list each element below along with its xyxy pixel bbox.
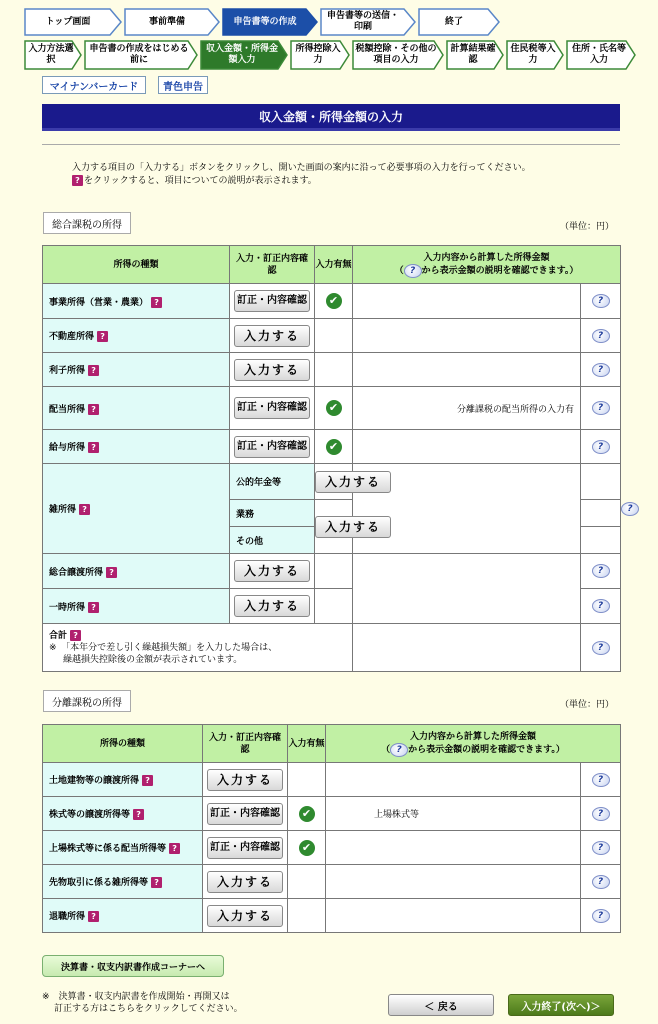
amount-cell bbox=[326, 831, 581, 865]
table-row bbox=[43, 554, 621, 589]
income-kind-label: 株式等の譲渡所得等 bbox=[49, 810, 131, 820]
next-button[interactable]: 入力終了(次へ)＞ bbox=[508, 994, 614, 1016]
row-label bbox=[43, 284, 230, 319]
help-question-icon[interactable]: ? bbox=[592, 841, 610, 855]
confirm-button[interactable]: 訂正・内容確認 bbox=[207, 803, 283, 825]
income-kind-label: 利子所得 bbox=[49, 366, 86, 376]
substep-6 bbox=[446, 40, 504, 70]
step-5 bbox=[418, 8, 500, 36]
misc-label: 雑所得 bbox=[49, 505, 77, 515]
row-label bbox=[43, 430, 230, 464]
col-header-action: 入力・訂正内容確認 bbox=[203, 725, 288, 763]
table-row bbox=[43, 763, 621, 797]
amount-header-line2: から表示金額の説明を確認できます。） bbox=[408, 744, 565, 755]
step-label: トップ画面 bbox=[45, 16, 91, 27]
income-kind-label: 先物取引に係る雑所得等 bbox=[49, 878, 149, 888]
status-cell bbox=[315, 589, 353, 624]
confirm-button[interactable]: 訂正・内容確認 bbox=[207, 837, 283, 859]
col-header-amount: 入力内容から計算した所得金額 （ ? から表示金額の説明を確認できます。） bbox=[326, 725, 621, 763]
confirm-button[interactable]: 訂正・内容確認 bbox=[234, 397, 310, 419]
table-row bbox=[43, 319, 621, 353]
col-header-action: 入力・訂正内容確認 bbox=[230, 246, 315, 284]
step-label: 事前準備 bbox=[148, 16, 185, 27]
sogo-income-table bbox=[42, 245, 633, 672]
amount-cell bbox=[353, 430, 581, 464]
page-title: 収入金額・所得金額の入力 bbox=[42, 104, 620, 131]
question-mark-icon[interactable]: ? bbox=[151, 297, 162, 308]
section-label-bunri: 分離課税の所得 bbox=[43, 690, 131, 712]
amount-header-line2: から表示金額の説明を確認できます。） bbox=[421, 265, 579, 276]
step-1 bbox=[24, 8, 122, 36]
help-question-icon[interactable]: ? bbox=[592, 329, 610, 343]
income-kind-label: 事業所得（営業・農業） bbox=[49, 297, 149, 308]
amount-header-line1: 入力内容から計算した所得金額 bbox=[423, 252, 550, 263]
status-cell bbox=[288, 865, 326, 899]
input-button[interactable]: 入力する bbox=[207, 769, 283, 791]
question-mark-icon[interactable]: ? bbox=[88, 602, 99, 613]
footer-note-line1: 決算書・収支内訳書を作成開始・再開又は bbox=[58, 992, 230, 1002]
section-label-sogo: 総合課税の所得 bbox=[43, 212, 131, 234]
total-label: 合計 bbox=[49, 630, 68, 641]
help-cell bbox=[581, 319, 621, 353]
row-label bbox=[43, 353, 230, 387]
help-cell bbox=[581, 797, 621, 831]
income-kind-label: 一時所得 bbox=[49, 602, 86, 613]
substep-7 bbox=[506, 40, 564, 70]
amount-cell bbox=[353, 387, 581, 430]
status-cell bbox=[315, 554, 353, 589]
income-kind-label: 総合譲渡所得 bbox=[49, 567, 104, 578]
help-question-icon[interactable]: ? bbox=[592, 909, 610, 923]
table-row bbox=[43, 430, 621, 464]
intro-text bbox=[72, 162, 531, 188]
table-row bbox=[43, 865, 621, 899]
row-label-misc bbox=[43, 464, 230, 554]
row-label bbox=[43, 865, 203, 899]
col-header-amount: 入力内容から計算した所得金額 （ ? から表示金額の説明を確認できます。） bbox=[353, 246, 621, 284]
help-cell bbox=[581, 624, 621, 672]
help-question-icon[interactable]: ? bbox=[592, 641, 610, 655]
help-question-icon: ? bbox=[390, 743, 408, 757]
amount-cell bbox=[353, 353, 581, 387]
help-question-icon[interactable]: ? bbox=[592, 294, 610, 308]
help-cell bbox=[581, 353, 621, 387]
help-question-icon[interactable]: ? bbox=[592, 807, 610, 821]
amount-cell bbox=[326, 763, 581, 797]
col-header-status: 入力有無 bbox=[288, 725, 326, 763]
table-row bbox=[43, 831, 621, 865]
input-button[interactable]: 入力する bbox=[207, 871, 283, 893]
substep-label: 住民税等入力 bbox=[510, 44, 556, 65]
income-kind-label: 配当所得 bbox=[49, 404, 86, 415]
step-4 bbox=[320, 8, 416, 36]
action-cell bbox=[230, 387, 315, 430]
action-cell bbox=[230, 589, 315, 624]
help-cell bbox=[581, 554, 621, 589]
step-label: 終了 bbox=[444, 16, 463, 27]
action-cell bbox=[230, 554, 315, 589]
col-header-kind: 所得の種類 bbox=[43, 246, 230, 284]
substep-label: 収入金額・所得金額入力 bbox=[205, 44, 278, 65]
substep-4 bbox=[290, 40, 350, 70]
help-question-icon: ? bbox=[404, 264, 422, 278]
amount-header-line1: 入力内容から計算した所得金額 bbox=[410, 731, 537, 742]
row-label bbox=[43, 387, 230, 430]
amount-cell bbox=[326, 865, 581, 899]
help-question-icon[interactable]: ? bbox=[592, 875, 610, 889]
row-label bbox=[43, 899, 203, 933]
amount-cell bbox=[353, 319, 581, 353]
table-row bbox=[43, 353, 621, 387]
help-question-icon[interactable]: ? bbox=[592, 440, 610, 454]
help-cell bbox=[581, 763, 621, 797]
check-circle-icon: ✔ bbox=[299, 806, 315, 822]
question-mark-icon[interactable]: ? bbox=[70, 630, 81, 641]
help-question-icon[interactable]: ? bbox=[592, 564, 610, 578]
substep-label: 計算結果確認 bbox=[450, 44, 496, 65]
action-cell bbox=[230, 319, 315, 353]
status-cell bbox=[315, 387, 353, 430]
income-kind-label: 上場株式等に係る配当所得等 bbox=[49, 844, 167, 854]
check-circle-icon: ✔ bbox=[326, 439, 342, 455]
amount-cell bbox=[353, 554, 581, 624]
input-button[interactable]: 入力する bbox=[207, 905, 283, 927]
status-cell bbox=[288, 763, 326, 797]
action-cell bbox=[315, 500, 382, 554]
help-cell bbox=[581, 589, 621, 624]
question-mark-icon[interactable]: ? bbox=[106, 567, 117, 578]
substep-5 bbox=[352, 40, 444, 70]
amount-cell bbox=[581, 500, 621, 527]
help-cell bbox=[581, 831, 621, 865]
col-header-kind: 所得の種類 bbox=[43, 725, 203, 763]
income-kind-label: 土地建物等の譲渡所得 bbox=[49, 776, 140, 786]
misc-sub-business: 業務 bbox=[230, 500, 315, 527]
income-kind-label: 退職所得 bbox=[49, 912, 86, 922]
action-cell bbox=[203, 831, 288, 865]
substep-2 bbox=[84, 40, 198, 70]
help-question-icon[interactable]: ? bbox=[621, 502, 639, 516]
substep-label: 申告書の作成をはじめる前に bbox=[89, 44, 189, 65]
question-mark-icon[interactable]: ? bbox=[142, 775, 153, 786]
row-label bbox=[43, 319, 230, 353]
action-cell bbox=[203, 797, 288, 831]
input-button-misc-pension[interactable]: 入力する bbox=[315, 471, 391, 493]
question-mark-icon: ? bbox=[72, 175, 83, 186]
table-row bbox=[43, 284, 621, 319]
col-header-status: 入力有無 bbox=[315, 246, 353, 284]
row-label bbox=[43, 763, 203, 797]
intro-line-2: をクリックすると、項目についての説明が表示されます。 bbox=[84, 176, 317, 186]
misc-sub-other: その他 bbox=[230, 527, 315, 554]
table-row bbox=[43, 464, 621, 500]
back-button[interactable]: ＜ 戻る bbox=[388, 994, 494, 1016]
substep-8 bbox=[566, 40, 636, 70]
amount-cell bbox=[581, 527, 621, 554]
help-cell bbox=[581, 387, 621, 430]
footer-note-line2: 訂正する方はこちらをクリックしてください。 bbox=[54, 1004, 243, 1014]
status-cell bbox=[315, 353, 353, 387]
blue-return-button[interactable]: 青色申告 bbox=[158, 76, 208, 94]
total-note-line2: 繰越損失控除後の金額が表示されています。 bbox=[63, 654, 243, 665]
check-circle-icon: ✔ bbox=[326, 400, 342, 416]
amount-cell bbox=[326, 797, 581, 831]
status-cell bbox=[288, 899, 326, 933]
divider bbox=[42, 144, 620, 145]
step-2 bbox=[124, 8, 220, 36]
total-note-mark: ※ bbox=[49, 642, 57, 653]
action-cell bbox=[230, 353, 315, 387]
footer-note-mark: ※ bbox=[42, 992, 50, 1002]
bunri-income-table bbox=[42, 724, 621, 933]
status-cell bbox=[288, 797, 326, 831]
action-cell bbox=[203, 763, 288, 797]
step-label: 申告書等の作成 bbox=[233, 16, 297, 27]
question-mark-icon[interactable]: ? bbox=[88, 442, 99, 453]
substep-1 bbox=[24, 40, 82, 70]
help-cell bbox=[581, 430, 621, 464]
action-cell bbox=[203, 865, 288, 899]
intro-line-1: 入力する項目の「入力する」ボタンをクリックし、開いた画面の案内に沿って必要事項の入力を行ってください。 bbox=[72, 163, 531, 173]
amount-cell bbox=[581, 464, 621, 500]
question-mark-icon[interactable]: ? bbox=[97, 331, 108, 342]
amount-cell bbox=[326, 899, 581, 933]
question-mark-icon[interactable]: ? bbox=[151, 877, 162, 888]
table-row bbox=[43, 899, 621, 933]
input-button[interactable]: 入力する bbox=[234, 560, 310, 582]
table-row bbox=[43, 797, 621, 831]
unit-label: （単位：円） bbox=[560, 222, 615, 232]
help-question-icon[interactable]: ? bbox=[592, 363, 610, 377]
income-kind-label: 不動産所得 bbox=[49, 332, 95, 342]
row-label bbox=[43, 554, 230, 589]
status-cell bbox=[315, 319, 353, 353]
row-label bbox=[43, 797, 203, 831]
row-label bbox=[43, 831, 203, 865]
substep-label: 税額控除・その他の項目の入力 bbox=[355, 44, 437, 65]
status-cell bbox=[315, 284, 353, 319]
action-cell bbox=[230, 284, 315, 319]
step-3 bbox=[222, 8, 318, 36]
row-label-total bbox=[43, 624, 353, 672]
confirm-button[interactable]: 訂正・内容確認 bbox=[234, 290, 310, 312]
unit-label: （単位：円） bbox=[560, 700, 615, 710]
table-row-total bbox=[43, 624, 621, 672]
substep-label: 所得控除入力 bbox=[295, 44, 341, 65]
substep-label: 入力方法選択 bbox=[28, 44, 74, 65]
step-label: 申告書等の送信・印刷 bbox=[326, 11, 399, 32]
input-button[interactable]: 入力する bbox=[234, 595, 310, 617]
total-note-line1: 「本年分で差し引く繰越損失額」を入力した場合は、 bbox=[65, 642, 278, 653]
help-cell bbox=[581, 865, 621, 899]
check-circle-icon: ✔ bbox=[326, 293, 342, 309]
question-mark-icon[interactable]: ? bbox=[133, 809, 144, 820]
action-cell bbox=[315, 464, 382, 500]
help-question-icon[interactable]: ? bbox=[592, 599, 610, 613]
substep-3 bbox=[200, 40, 288, 70]
help-question-icon[interactable]: ? bbox=[592, 401, 610, 415]
amount-note: 分離課税の配当所得の入力有 bbox=[457, 404, 575, 415]
question-mark-icon[interactable]: ? bbox=[88, 404, 99, 415]
mynumber-card-button[interactable]: マイナンバーカード bbox=[42, 76, 146, 94]
misc-sub-pension: 公的年金等 bbox=[230, 464, 315, 500]
help-question-icon[interactable]: ? bbox=[592, 773, 610, 787]
confirm-button[interactable]: 訂正・内容確認 bbox=[234, 436, 310, 458]
income-kind-label: 給与所得 bbox=[49, 443, 86, 453]
footer-note bbox=[42, 991, 243, 1015]
question-mark-icon[interactable]: ? bbox=[88, 365, 99, 376]
question-mark-icon[interactable]: ? bbox=[88, 911, 99, 922]
amount-note: 上場株式等 bbox=[374, 810, 420, 820]
status-cell bbox=[288, 831, 326, 865]
amount-cell bbox=[353, 284, 581, 319]
input-button[interactable]: 入力する bbox=[234, 325, 310, 347]
input-button-misc-other[interactable]: 入力する bbox=[315, 516, 391, 538]
help-cell bbox=[581, 284, 621, 319]
row-label bbox=[43, 589, 230, 624]
substep-label: 住所・氏名等入力 bbox=[571, 44, 626, 65]
help-cell bbox=[581, 899, 621, 933]
question-mark-icon[interactable]: ? bbox=[169, 843, 180, 854]
table-row bbox=[43, 387, 621, 430]
amount-cell bbox=[353, 624, 581, 672]
settlement-corner-button[interactable]: 決算書・収支内訳書作成コーナーへ bbox=[42, 955, 224, 977]
status-cell bbox=[315, 430, 353, 464]
input-button[interactable]: 入力する bbox=[234, 359, 310, 381]
check-circle-icon: ✔ bbox=[299, 840, 315, 856]
action-cell bbox=[230, 430, 315, 464]
question-mark-icon[interactable]: ? bbox=[79, 504, 90, 515]
action-cell bbox=[203, 899, 288, 933]
